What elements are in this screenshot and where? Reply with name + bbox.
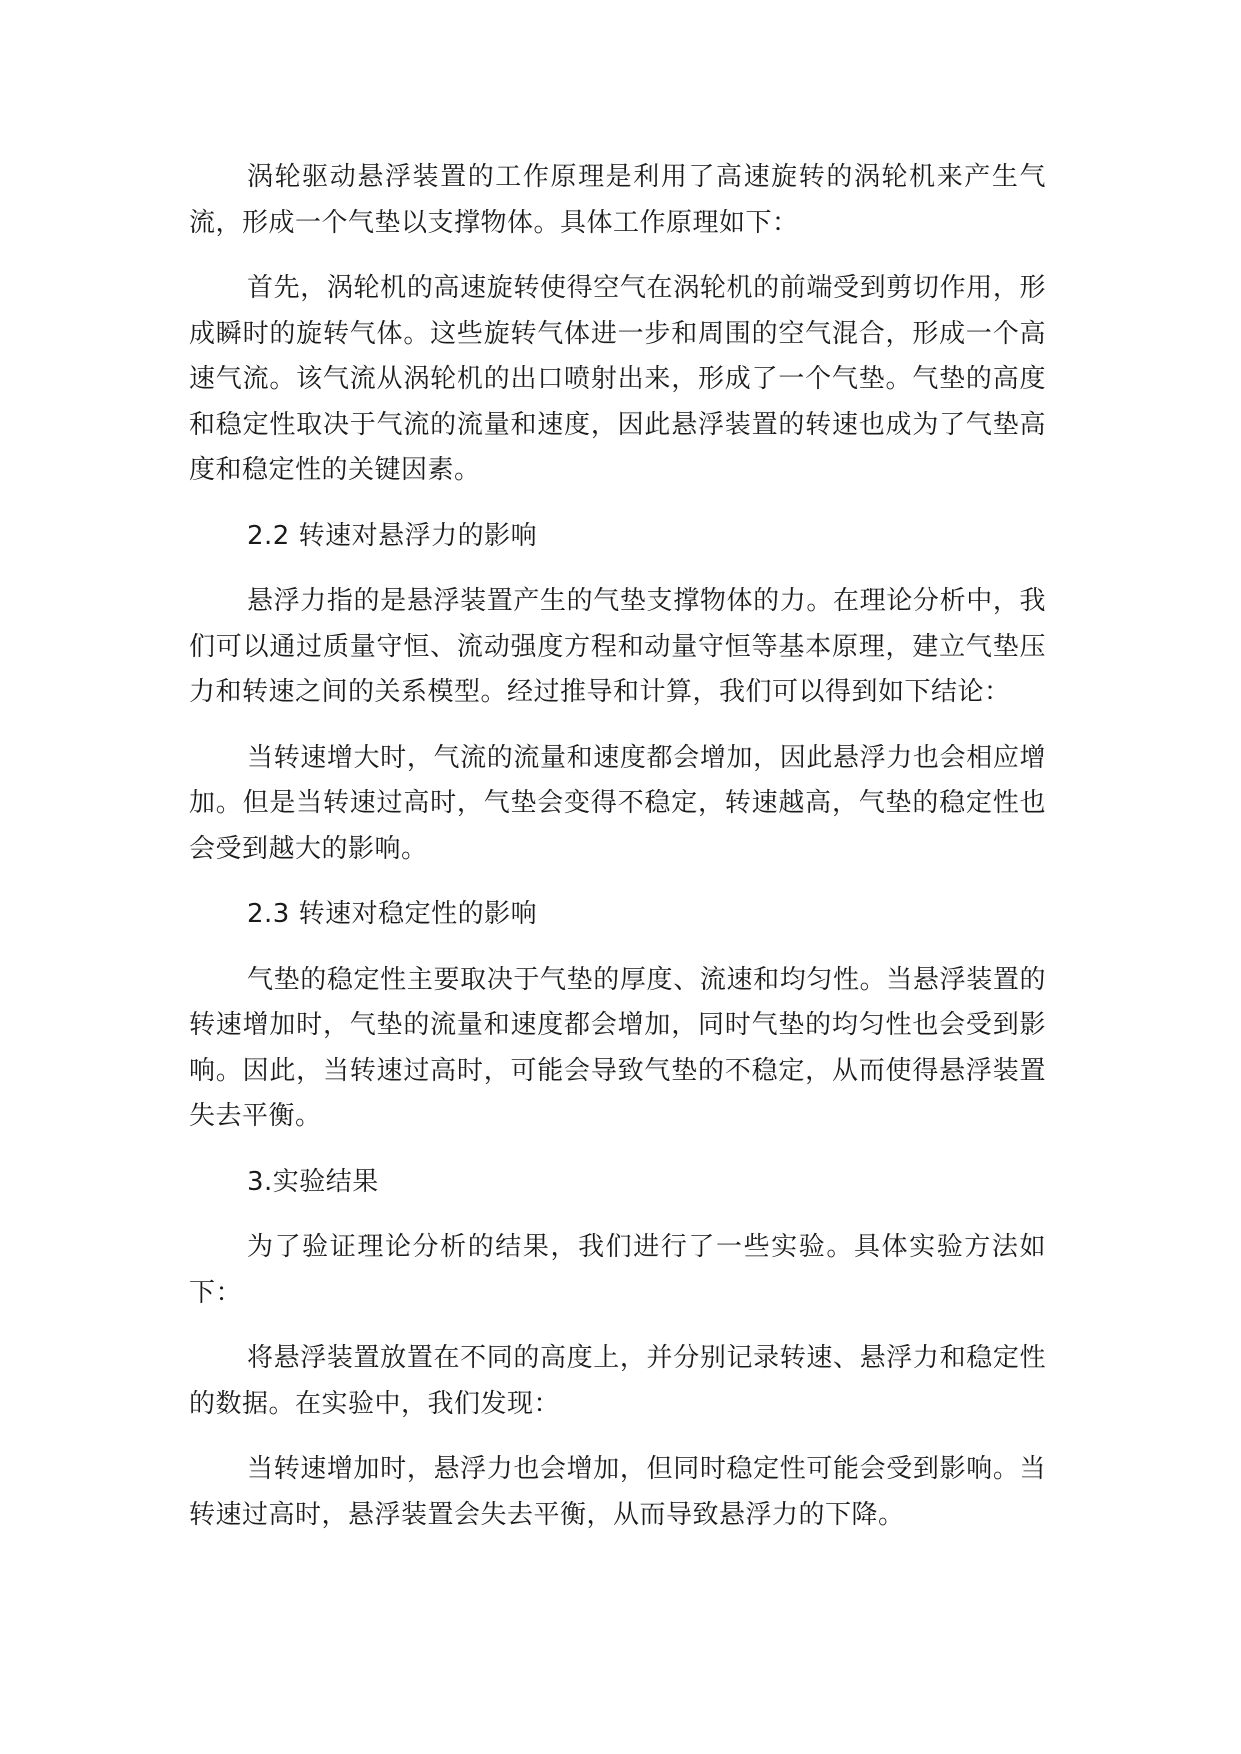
paragraph-levitation-force-theory: 悬浮力指的是悬浮装置产生的气垫支撑物体的力。在理论分析中，我们可以通过质量守恒、流动强度方程和动量守恒等基本原理，建立气垫压力和转速之间的关系模型。经过推导和计算，我们可以得到如下结论：: [189, 586, 1046, 707]
section-heading-2-3: 2.3 转速对稳定性的影响: [247, 899, 538, 929]
document-body: [189, 155, 1046, 1538]
paragraph-working-principle-intro: 涡轮驱动悬浮装置的工作原理是利用了高速旋转的涡轮机来产生气流，形成一个气垫以支撑物体。具体工作原理如下：: [189, 162, 1046, 238]
section-heading-2-2: 2.2 转速对悬浮力的影响: [247, 520, 538, 551]
paragraph-working-principle-detail: 首先，涡轮机的高速旋转使得空气在涡轮机的前端受到剪切作用，形成瞬时的旋转气体。这些旋转气体进一步和周围的空气混合，形成一个高速气流。该气流从涡轮机的出口喷射出来，形成了一个气垫。气垫的高度和稳定性取决于气流的流量和速度，因此悬浮装置的转速也成为了气垫高度和稳定性的关键因素。: [189, 273, 1046, 485]
section-heading-3: 3.实验结果: [247, 1166, 379, 1197]
paragraph-levitation-force-conclusion: 当转速增大时，气流的流量和速度都会增加，因此悬浮力也会相应增加。但是当转速过高时，气垫会变得不稳定，转速越高，气垫的稳定性也会受到越大的影响。: [189, 742, 1046, 864]
paragraph-stability: 气垫的稳定性主要取决于气垫的厚度、流速和均匀性。当悬浮装置的转速增加时，气垫的流量和速度都会增加，同时气垫的均匀性也会受到影响。因此，当转速过高时，可能会导致气垫的不稳定，从而使得悬浮装置失去平衡。: [189, 964, 1046, 1131]
paragraph-experiment-findings: 当转速增加时，悬浮力也会增加，但同时稳定性可能会受到影响。当转速过高时，悬浮装置会失去平衡，从而导致悬浮力的下降。: [189, 1454, 1046, 1530]
paragraph-experiment-method: 将悬浮装置放置在不同的高度上，并分别记录转速、悬浮力和稳定性的数据。在实验中，我们发现：: [189, 1343, 1046, 1419]
paragraph-experiment-intro: 为了验证理论分析的结果，我们进行了一些实验。具体实验方法如下：: [189, 1232, 1046, 1308]
